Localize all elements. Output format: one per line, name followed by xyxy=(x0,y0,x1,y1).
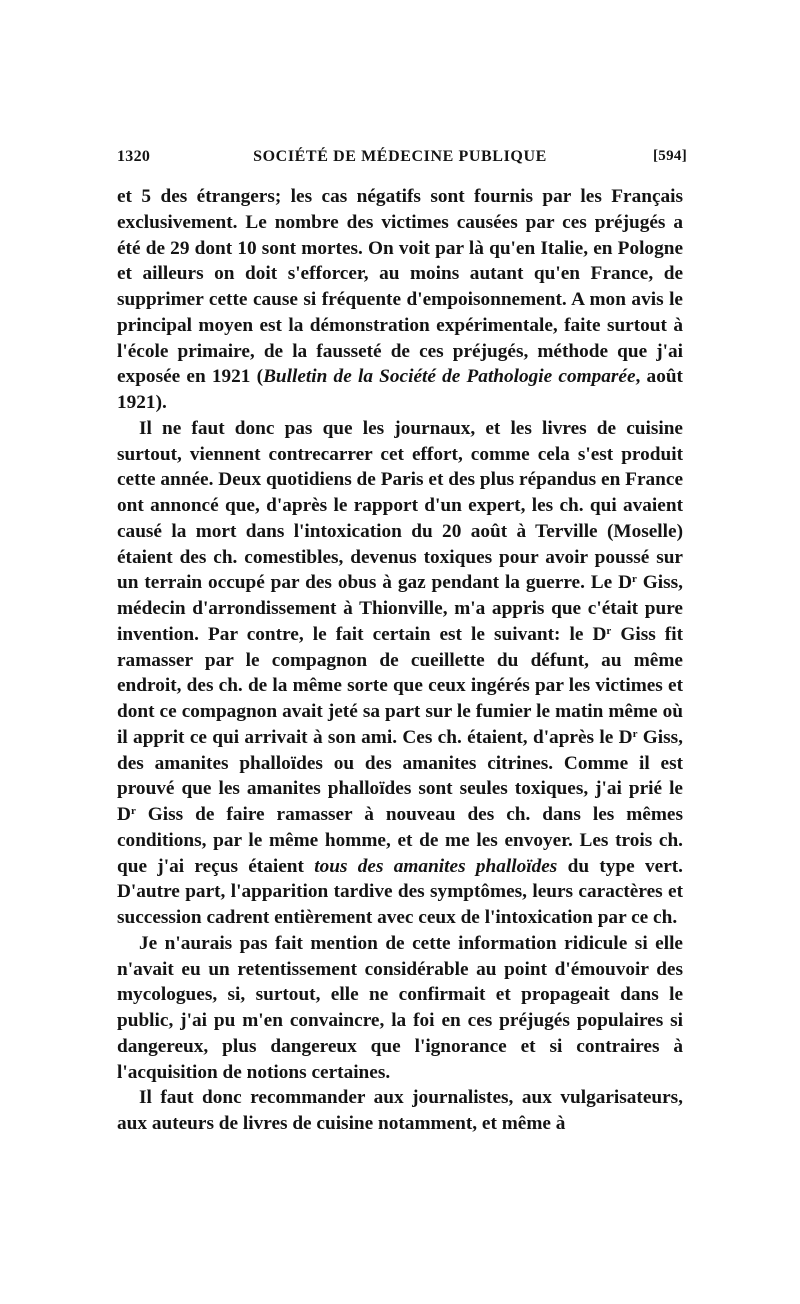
paragraph-2-part-b: Giss, médecin d'arrondissement à Thionville, m'a appris que c'était pure invention. Par contre, le fait certain est le suivant: le D xyxy=(117,572,683,645)
superscript-r: r xyxy=(632,573,637,586)
paragraph-2-part-d: Giss, des amanites phalloïdes ou des amanites citrines. Comme il est prouvé que les amanites phalloïdes sont seules toxiques, j'ai prié le D xyxy=(117,726,683,825)
paragraph-2-part-e: Giss de faire ramasser à nouveau des ch. dans les mêmes conditions, par le même homme, et de me les envoyer. Les trois ch. que j'ai reçus étaient xyxy=(117,804,683,877)
paragraph-2-part-a: Il ne faut donc pas que les journaux, et les livres de cuisine surtout, viennent contrecarrer cet effort, comme cela s'est produit cette année. Deux quotidiens de Paris et des plus répandus en France ont annoncé que, d'après le rapport d'un expert, les ch. qui avaient causé la mort dans l'intoxication du 20 août à Terville (Moselle) étaient des ch. comestibles, devenus toxiques pour avoir poussé sur un terrain occupé par des obus à gaz pendant la guerre. Le D xyxy=(117,417,683,594)
paragraph-4: Il faut donc recommander aux journalistes, aux vulgarisateurs, aux auteurs de livres de cuisine notamment, et même à xyxy=(117,1087,683,1134)
bracket-page-ref: [594] xyxy=(653,148,687,164)
paragraph-2 xyxy=(117,416,683,931)
paragraph-3: Je n'aurais pas fait mention de cette information ridicule si elle n'avait eu un retentissement considérable au point d'émouvoir des mycologues, si, surtout, elle ne confirmait et propageait dans le public, j'ai pu m'en convaincre, la foi en ces préjugés populaires si dangereux, plus dangereux que l'ignorance et si contraires à l'acquisition de notions certaines. xyxy=(117,932,683,1083)
paragraph-1-text: et 5 des étrangers; les cas négatifs sont fournis par les Français exclusivement. Le nombre des victimes causées par ces préjugés a été de 29 dont 10 sont mortes. On voit par là qu'en Italie, en Pologne et ailleurs on doit s'efforcer, au moins autant qu'en France, de supprimer cette cause si fréquente d'empoisonnement. A mon avis le principal moyen est la démonstration expérimentale, faite surtout à l'école primaire, de la fausseté de ces préjugés, méthode que j'ai exposée en 1921 ( xyxy=(117,186,683,388)
paragraph-2-part-f: du type vert. D'autre part, l'apparition tardive des symptômes, leurs caractères et succession cadrent entièrement avec ceux de l'intoxication par ce ch. xyxy=(117,855,684,928)
page-number: 1320 xyxy=(117,148,151,165)
superscript-r: r xyxy=(632,727,638,740)
running-title: SOCIÉTÉ DE MÉDECINE PUBLIQUE xyxy=(253,148,547,165)
italic-phrase: tous des amanites phalloïdes xyxy=(314,855,558,877)
paragraph-1-end: , août 1921). xyxy=(117,366,683,413)
superscript-r: r xyxy=(606,624,612,637)
paragraph-1 xyxy=(117,184,683,416)
paragraph-2-part-c: Giss fit ramasser par le compagnon de cueillette du défunt, au même endroit, des ch. de la même sorte que ceux ingérés par les victimes et dont ce compagnon avait jeté sa part sur le fumier le matin même où il apprit ce qui arrivait à son ami. Ces ch. étaient, d'après le D xyxy=(117,623,684,748)
citation-journal: Bulletin de la Société de Pathologie comparée xyxy=(263,366,636,388)
body-text xyxy=(117,184,683,1137)
superscript-r: r xyxy=(130,805,136,817)
book-page xyxy=(117,148,687,1137)
running-head xyxy=(117,148,687,176)
